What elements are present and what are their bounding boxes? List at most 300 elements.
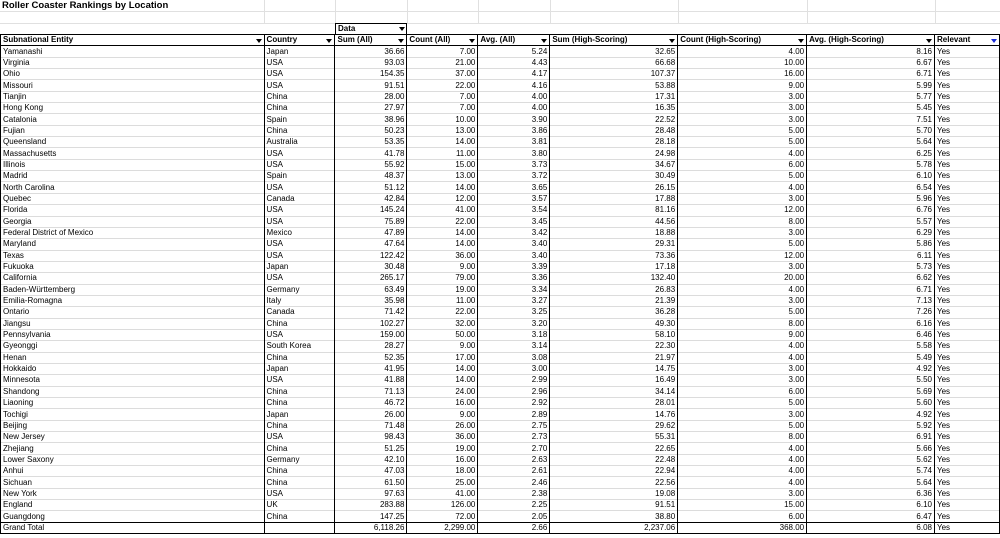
table-cell[interactable]: 12.00 [407, 193, 478, 204]
table-cell[interactable]: 28.27 [335, 341, 407, 352]
table-cell[interactable]: 9.00 [407, 409, 478, 420]
table-cell[interactable]: 16.49 [550, 375, 678, 386]
table-cell[interactable] [264, 522, 335, 533]
table-cell[interactable]: 4.00 [678, 182, 807, 193]
table-cell[interactable]: 36.00 [407, 432, 478, 443]
table-cell[interactable]: Yes [935, 171, 1000, 182]
table-cell[interactable]: 3.45 [478, 216, 550, 227]
table-cell[interactable]: 75.89 [335, 216, 407, 227]
table-cell[interactable]: 41.88 [335, 375, 407, 386]
table-cell[interactable]: China [264, 443, 335, 454]
table-cell[interactable]: 4.00 [478, 103, 550, 114]
table-cell[interactable]: 5.62 [807, 454, 935, 465]
pivot-data-field-button[interactable] [335, 23, 407, 34]
table-cell[interactable]: 3.72 [478, 171, 550, 182]
table-cell[interactable]: 6.67 [807, 57, 935, 68]
table-cell[interactable]: 3.00 [678, 363, 807, 374]
table-cell[interactable]: 2.38 [478, 488, 550, 499]
table-cell[interactable]: Madrid [1, 171, 265, 182]
table-cell[interactable]: 34.14 [550, 386, 678, 397]
table-cell[interactable]: 2,237.06 [550, 522, 678, 533]
table-cell[interactable]: 5.96 [807, 193, 935, 204]
table-cell[interactable]: 265.17 [335, 273, 407, 284]
table-cell[interactable]: 3.14 [478, 341, 550, 352]
table-cell[interactable]: Quebec [1, 193, 265, 204]
table-cell[interactable]: Japan [264, 363, 335, 374]
table-cell[interactable]: Minnesota [1, 375, 265, 386]
table-cell[interactable]: 4.92 [807, 409, 935, 420]
table-cell[interactable]: 11.00 [407, 295, 478, 306]
table-cell[interactable]: 2.92 [478, 398, 550, 409]
table-cell[interactable]: 14.00 [407, 137, 478, 148]
table-cell[interactable]: 6.00 [678, 386, 807, 397]
column-header-4[interactable] [478, 35, 550, 46]
table-cell[interactable]: 6.54 [807, 182, 935, 193]
table-cell[interactable]: Yamanashi [1, 46, 265, 57]
table-cell[interactable]: 4.00 [678, 341, 807, 352]
table-cell[interactable]: England [1, 500, 265, 511]
table-cell[interactable]: 18.00 [407, 466, 478, 477]
chevron-down-icon[interactable] [398, 25, 406, 32]
table-cell[interactable]: Yes [935, 239, 1000, 250]
table-cell[interactable]: 17.18 [550, 261, 678, 272]
table-cell[interactable]: 3.00 [678, 375, 807, 386]
table-cell[interactable]: 97.63 [335, 488, 407, 499]
table-cell[interactable]: 49.30 [550, 318, 678, 329]
table-cell[interactable]: 16.00 [407, 398, 478, 409]
table-cell[interactable]: 26.00 [407, 420, 478, 431]
table-cell[interactable]: 5.00 [678, 125, 807, 136]
table-cell[interactable]: 53.35 [335, 137, 407, 148]
table-cell[interactable]: 5.58 [807, 341, 935, 352]
table-cell[interactable]: 18.88 [550, 227, 678, 238]
table-cell[interactable]: 3.00 [678, 409, 807, 420]
table-cell[interactable]: Japan [264, 409, 335, 420]
table-cell[interactable]: USA [264, 273, 335, 284]
table-cell[interactable]: China [264, 477, 335, 488]
column-header-0[interactable] [1, 35, 265, 46]
table-cell[interactable]: 2.25 [478, 500, 550, 511]
table-cell[interactable]: 7.13 [807, 295, 935, 306]
table-cell[interactable]: USA [264, 182, 335, 193]
table-cell[interactable]: 5.00 [678, 420, 807, 431]
table-cell[interactable]: 5.00 [678, 171, 807, 182]
table-cell[interactable]: South Korea [264, 341, 335, 352]
table-cell[interactable]: UK [264, 500, 335, 511]
column-header-7[interactable] [807, 35, 935, 46]
table-cell[interactable]: Zhejiang [1, 443, 265, 454]
table-cell[interactable]: Yes [935, 125, 1000, 136]
table-cell[interactable]: Yes [935, 114, 1000, 125]
table-cell[interactable]: 5.50 [807, 375, 935, 386]
table-cell[interactable]: 2.61 [478, 466, 550, 477]
table-cell[interactable]: 41.78 [335, 148, 407, 159]
table-cell[interactable]: 26.15 [550, 182, 678, 193]
table-cell[interactable]: 19.00 [407, 443, 478, 454]
column-header-5[interactable] [550, 35, 678, 46]
table-cell[interactable]: 2.75 [478, 420, 550, 431]
table-cell[interactable]: 8.16 [807, 46, 935, 57]
table-cell[interactable]: 5.78 [807, 159, 935, 170]
table-cell[interactable]: 4.17 [478, 69, 550, 80]
table-cell[interactable]: 16.00 [678, 69, 807, 80]
table-cell[interactable]: USA [264, 80, 335, 91]
table-cell[interactable]: 2.96 [478, 386, 550, 397]
table-cell[interactable]: Maryland [1, 239, 265, 250]
table-cell[interactable]: 6.47 [807, 511, 935, 522]
table-cell[interactable]: Henan [1, 352, 265, 363]
table-cell[interactable]: 22.00 [407, 216, 478, 227]
table-cell[interactable]: New Jersey [1, 432, 265, 443]
table-cell[interactable]: Canada [264, 307, 335, 318]
table-cell[interactable]: 7.00 [407, 103, 478, 114]
table-cell[interactable]: 4.00 [678, 466, 807, 477]
table-cell[interactable]: 6.16 [807, 318, 935, 329]
table-cell[interactable]: 71.13 [335, 386, 407, 397]
table-cell[interactable]: Japan [264, 46, 335, 57]
table-cell[interactable]: 66.68 [550, 57, 678, 68]
table-cell[interactable]: 20.00 [678, 273, 807, 284]
table-cell[interactable]: 14.00 [407, 227, 478, 238]
table-cell[interactable]: 4.00 [678, 352, 807, 363]
table-cell[interactable]: Yes [935, 386, 1000, 397]
table-cell[interactable]: 19.00 [407, 284, 478, 295]
table-cell[interactable]: 79.00 [407, 273, 478, 284]
table-cell[interactable]: China [264, 91, 335, 102]
filter-dropdown-icon[interactable] [255, 37, 263, 44]
table-cell[interactable]: 2.05 [478, 511, 550, 522]
table-cell[interactable]: 6.11 [807, 250, 935, 261]
table-cell[interactable]: 22.94 [550, 466, 678, 477]
table-cell[interactable]: 8.00 [678, 432, 807, 443]
table-cell[interactable]: 122.42 [335, 250, 407, 261]
table-cell[interactable]: 6.00 [678, 159, 807, 170]
table-cell[interactable]: 5.92 [807, 420, 935, 431]
table-cell[interactable]: 6.25 [807, 148, 935, 159]
table-cell[interactable]: Baden-Württemberg [1, 284, 265, 295]
table-cell[interactable]: Queensland [1, 137, 265, 148]
table-cell[interactable]: USA [264, 250, 335, 261]
table-cell[interactable]: 52.35 [335, 352, 407, 363]
table-cell[interactable]: 3.08 [478, 352, 550, 363]
table-cell[interactable]: 71.42 [335, 307, 407, 318]
table-cell[interactable]: 4.00 [678, 46, 807, 57]
table-cell[interactable]: 38.80 [550, 511, 678, 522]
table-cell[interactable]: 5.45 [807, 103, 935, 114]
table-cell[interactable]: 14.00 [407, 239, 478, 250]
table-cell[interactable]: 36.66 [335, 46, 407, 57]
table-cell[interactable]: Yes [935, 148, 1000, 159]
table-cell[interactable]: Liaoning [1, 398, 265, 409]
table-cell[interactable]: 6,118.26 [335, 522, 407, 533]
table-cell[interactable]: 27.97 [335, 103, 407, 114]
table-cell[interactable]: 5.64 [807, 137, 935, 148]
table-cell[interactable]: 14.76 [550, 409, 678, 420]
table-cell[interactable]: Yes [935, 137, 1000, 148]
table-cell[interactable]: 6.62 [807, 273, 935, 284]
table-cell[interactable]: 145.24 [335, 205, 407, 216]
table-cell[interactable]: Fujian [1, 125, 265, 136]
table-cell[interactable]: 19.08 [550, 488, 678, 499]
table-cell[interactable]: Yes [935, 69, 1000, 80]
table-cell[interactable]: Emilia-Romagna [1, 295, 265, 306]
table-cell[interactable]: Massachusetts [1, 148, 265, 159]
table-cell[interactable]: 147.25 [335, 511, 407, 522]
table-cell[interactable]: 15.00 [678, 500, 807, 511]
table-cell[interactable]: USA [264, 57, 335, 68]
table-cell[interactable]: 30.49 [550, 171, 678, 182]
table-cell[interactable]: Georgia [1, 216, 265, 227]
table-cell[interactable]: 22.65 [550, 443, 678, 454]
table-cell[interactable]: 10.00 [678, 57, 807, 68]
table-cell[interactable]: 44.56 [550, 216, 678, 227]
table-cell[interactable]: Yes [935, 375, 1000, 386]
table-cell[interactable]: 5.00 [678, 239, 807, 250]
table-cell[interactable]: USA [264, 488, 335, 499]
table-cell[interactable]: 9.00 [678, 329, 807, 340]
table-cell[interactable]: 37.00 [407, 69, 478, 80]
table-cell[interactable]: 3.36 [478, 273, 550, 284]
table-cell[interactable]: Tianjin [1, 91, 265, 102]
filter-dropdown-icon[interactable] [797, 37, 805, 44]
table-cell[interactable]: 2.89 [478, 409, 550, 420]
table-cell[interactable]: Federal District of Mexico [1, 227, 265, 238]
table-cell[interactable]: Yes [935, 511, 1000, 522]
table-cell[interactable]: Yes [935, 159, 1000, 170]
table-cell[interactable]: 42.84 [335, 193, 407, 204]
table-cell[interactable]: 5.73 [807, 261, 935, 272]
table-cell[interactable]: 3.00 [478, 363, 550, 374]
table-cell[interactable]: Yes [935, 216, 1000, 227]
table-cell[interactable]: 41.00 [407, 205, 478, 216]
table-cell[interactable]: 50.00 [407, 329, 478, 340]
table-cell[interactable]: 22.00 [407, 307, 478, 318]
table-cell[interactable]: 30.48 [335, 261, 407, 272]
table-cell[interactable]: 3.34 [478, 284, 550, 295]
table-cell[interactable]: 3.00 [678, 114, 807, 125]
table-cell[interactable]: 14.00 [407, 375, 478, 386]
table-cell[interactable]: Spain [264, 171, 335, 182]
table-cell[interactable]: 5.70 [807, 125, 935, 136]
table-cell[interactable]: 5.49 [807, 352, 935, 363]
table-cell[interactable]: 5.24 [478, 46, 550, 57]
table-cell[interactable]: 5.00 [678, 307, 807, 318]
table-cell[interactable]: 81.16 [550, 205, 678, 216]
filter-dropdown-icon[interactable] [925, 37, 933, 44]
table-cell[interactable]: 55.31 [550, 432, 678, 443]
table-cell[interactable]: Texas [1, 250, 265, 261]
table-cell[interactable]: 36.28 [550, 307, 678, 318]
table-cell[interactable]: 34.67 [550, 159, 678, 170]
table-cell[interactable]: 3.00 [678, 91, 807, 102]
table-cell[interactable]: 6.08 [807, 522, 935, 533]
table-cell[interactable]: 25.00 [407, 477, 478, 488]
table-cell[interactable]: Australia [264, 137, 335, 148]
table-cell[interactable]: 5.57 [807, 216, 935, 227]
table-cell[interactable]: 21.00 [407, 57, 478, 68]
table-cell[interactable]: China [264, 103, 335, 114]
table-cell[interactable]: Yes [935, 261, 1000, 272]
filter-dropdown-icon[interactable] [397, 37, 405, 44]
table-cell[interactable]: 51.12 [335, 182, 407, 193]
table-cell[interactable]: Yes [935, 91, 1000, 102]
table-cell[interactable]: 98.43 [335, 432, 407, 443]
table-cell[interactable]: Yes [935, 227, 1000, 238]
table-cell[interactable]: 6.10 [807, 500, 935, 511]
table-cell[interactable]: Yes [935, 182, 1000, 193]
table-cell[interactable]: 2,299.00 [407, 522, 478, 533]
table-cell[interactable]: Virginia [1, 57, 265, 68]
table-cell[interactable]: 4.00 [678, 148, 807, 159]
table-cell[interactable]: 102.27 [335, 318, 407, 329]
table-cell[interactable]: 283.88 [335, 500, 407, 511]
table-cell[interactable]: 24.98 [550, 148, 678, 159]
table-cell[interactable]: Gyeonggi [1, 341, 265, 352]
table-cell[interactable]: Yes [935, 443, 1000, 454]
table-cell[interactable]: 9.00 [407, 261, 478, 272]
table-cell[interactable]: USA [264, 375, 335, 386]
table-cell[interactable]: 24.00 [407, 386, 478, 397]
table-cell[interactable]: Fukuoka [1, 261, 265, 272]
table-cell[interactable]: 132.40 [550, 273, 678, 284]
table-cell[interactable]: 71.48 [335, 420, 407, 431]
table-cell[interactable]: 6.36 [807, 488, 935, 499]
table-cell[interactable]: 3.00 [678, 193, 807, 204]
table-cell[interactable]: 63.49 [335, 284, 407, 295]
table-cell[interactable]: 28.00 [335, 91, 407, 102]
table-cell[interactable]: Germany [264, 284, 335, 295]
table-cell[interactable]: 154.35 [335, 69, 407, 80]
table-cell[interactable]: 6.46 [807, 329, 935, 340]
table-cell[interactable]: 159.00 [335, 329, 407, 340]
table-cell[interactable]: 8.00 [678, 318, 807, 329]
table-cell[interactable]: 3.00 [678, 261, 807, 272]
table-cell[interactable]: 11.00 [407, 148, 478, 159]
table-cell[interactable]: 7.00 [407, 46, 478, 57]
table-cell[interactable]: 4.00 [678, 284, 807, 295]
table-cell[interactable]: China [264, 511, 335, 522]
table-cell[interactable]: 3.57 [478, 193, 550, 204]
table-cell[interactable]: 14.00 [407, 363, 478, 374]
table-cell[interactable]: China [264, 398, 335, 409]
table-cell[interactable]: 29.62 [550, 420, 678, 431]
table-cell[interactable]: 5.86 [807, 239, 935, 250]
table-cell[interactable]: 4.00 [678, 454, 807, 465]
table-cell[interactable]: Mexico [264, 227, 335, 238]
table-cell[interactable]: 3.20 [478, 318, 550, 329]
table-cell[interactable]: 4.00 [478, 91, 550, 102]
table-cell[interactable]: USA [264, 432, 335, 443]
table-cell[interactable]: Spain [264, 114, 335, 125]
table-cell[interactable]: 6.76 [807, 205, 935, 216]
table-cell[interactable]: 47.89 [335, 227, 407, 238]
table-cell[interactable]: 41.00 [407, 488, 478, 499]
table-cell[interactable]: 22.56 [550, 477, 678, 488]
table-cell[interactable]: 2.66 [478, 522, 550, 533]
table-cell[interactable]: 32.65 [550, 46, 678, 57]
table-cell[interactable]: Yes [935, 284, 1000, 295]
table-cell[interactable]: 36.00 [407, 250, 478, 261]
table-cell[interactable]: Yes [935, 80, 1000, 91]
table-cell[interactable]: 93.03 [335, 57, 407, 68]
table-cell[interactable]: Yes [935, 352, 1000, 363]
table-cell[interactable]: 6.29 [807, 227, 935, 238]
table-cell[interactable]: 3.00 [678, 488, 807, 499]
column-header-3[interactable] [407, 35, 478, 46]
table-cell[interactable]: Yes [935, 307, 1000, 318]
table-cell[interactable]: Yes [935, 205, 1000, 216]
table-cell[interactable]: 55.92 [335, 159, 407, 170]
table-cell[interactable]: 22.00 [407, 80, 478, 91]
table-cell[interactable]: Yes [935, 488, 1000, 499]
table-cell[interactable]: 26.83 [550, 284, 678, 295]
table-cell[interactable]: 3.86 [478, 125, 550, 136]
table-cell[interactable]: 41.95 [335, 363, 407, 374]
table-cell[interactable]: 2.99 [478, 375, 550, 386]
table-cell[interactable]: 14.00 [407, 182, 478, 193]
table-cell[interactable]: Yes [935, 409, 1000, 420]
table-cell[interactable]: 21.97 [550, 352, 678, 363]
table-cell[interactable]: 9.00 [678, 80, 807, 91]
table-cell[interactable]: 42.10 [335, 454, 407, 465]
table-cell[interactable]: 4.43 [478, 57, 550, 68]
table-cell[interactable]: China [264, 420, 335, 431]
table-cell[interactable]: Yes [935, 329, 1000, 340]
table-cell[interactable]: China [264, 352, 335, 363]
column-header-2[interactable] [335, 35, 407, 46]
table-cell[interactable]: 50.23 [335, 125, 407, 136]
table-cell[interactable]: 3.81 [478, 137, 550, 148]
table-cell[interactable]: 5.77 [807, 91, 935, 102]
table-cell[interactable]: 15.00 [407, 159, 478, 170]
table-cell[interactable]: 3.00 [678, 295, 807, 306]
table-cell[interactable]: 5.74 [807, 466, 935, 477]
table-cell[interactable]: 6.00 [678, 511, 807, 522]
table-cell[interactable]: Yes [935, 103, 1000, 114]
table-cell[interactable]: 5.00 [678, 398, 807, 409]
table-cell[interactable]: 2.46 [478, 477, 550, 488]
table-cell[interactable]: Yes [935, 250, 1000, 261]
table-cell[interactable]: 13.00 [407, 125, 478, 136]
table-cell[interactable]: Sichuan [1, 477, 265, 488]
table-cell[interactable]: Tochigi [1, 409, 265, 420]
table-cell[interactable]: 3.54 [478, 205, 550, 216]
table-cell[interactable]: 22.52 [550, 114, 678, 125]
table-cell[interactable]: Shandong [1, 386, 265, 397]
column-header-8[interactable] [935, 35, 1000, 46]
table-cell[interactable]: 5.00 [678, 137, 807, 148]
table-cell[interactable]: China [264, 466, 335, 477]
table-cell[interactable]: Jiangsu [1, 318, 265, 329]
table-cell[interactable]: 4.00 [678, 477, 807, 488]
table-cell[interactable]: Illinois [1, 159, 265, 170]
table-cell[interactable]: Italy [264, 295, 335, 306]
table-cell[interactable]: 22.30 [550, 341, 678, 352]
table-cell[interactable]: 107.37 [550, 69, 678, 80]
table-cell[interactable]: 5.99 [807, 80, 935, 91]
table-cell[interactable]: Catalonia [1, 114, 265, 125]
table-cell[interactable]: 3.00 [678, 227, 807, 238]
table-cell[interactable]: Ontario [1, 307, 265, 318]
table-cell[interactable]: USA [264, 239, 335, 250]
table-cell[interactable]: 4.92 [807, 363, 935, 374]
table-cell[interactable]: 2.70 [478, 443, 550, 454]
table-cell[interactable]: 3.00 [678, 103, 807, 114]
table-cell[interactable]: 16.00 [407, 454, 478, 465]
table-cell[interactable]: 6.71 [807, 284, 935, 295]
table-cell[interactable]: USA [264, 148, 335, 159]
table-cell[interactable]: 38.96 [335, 114, 407, 125]
